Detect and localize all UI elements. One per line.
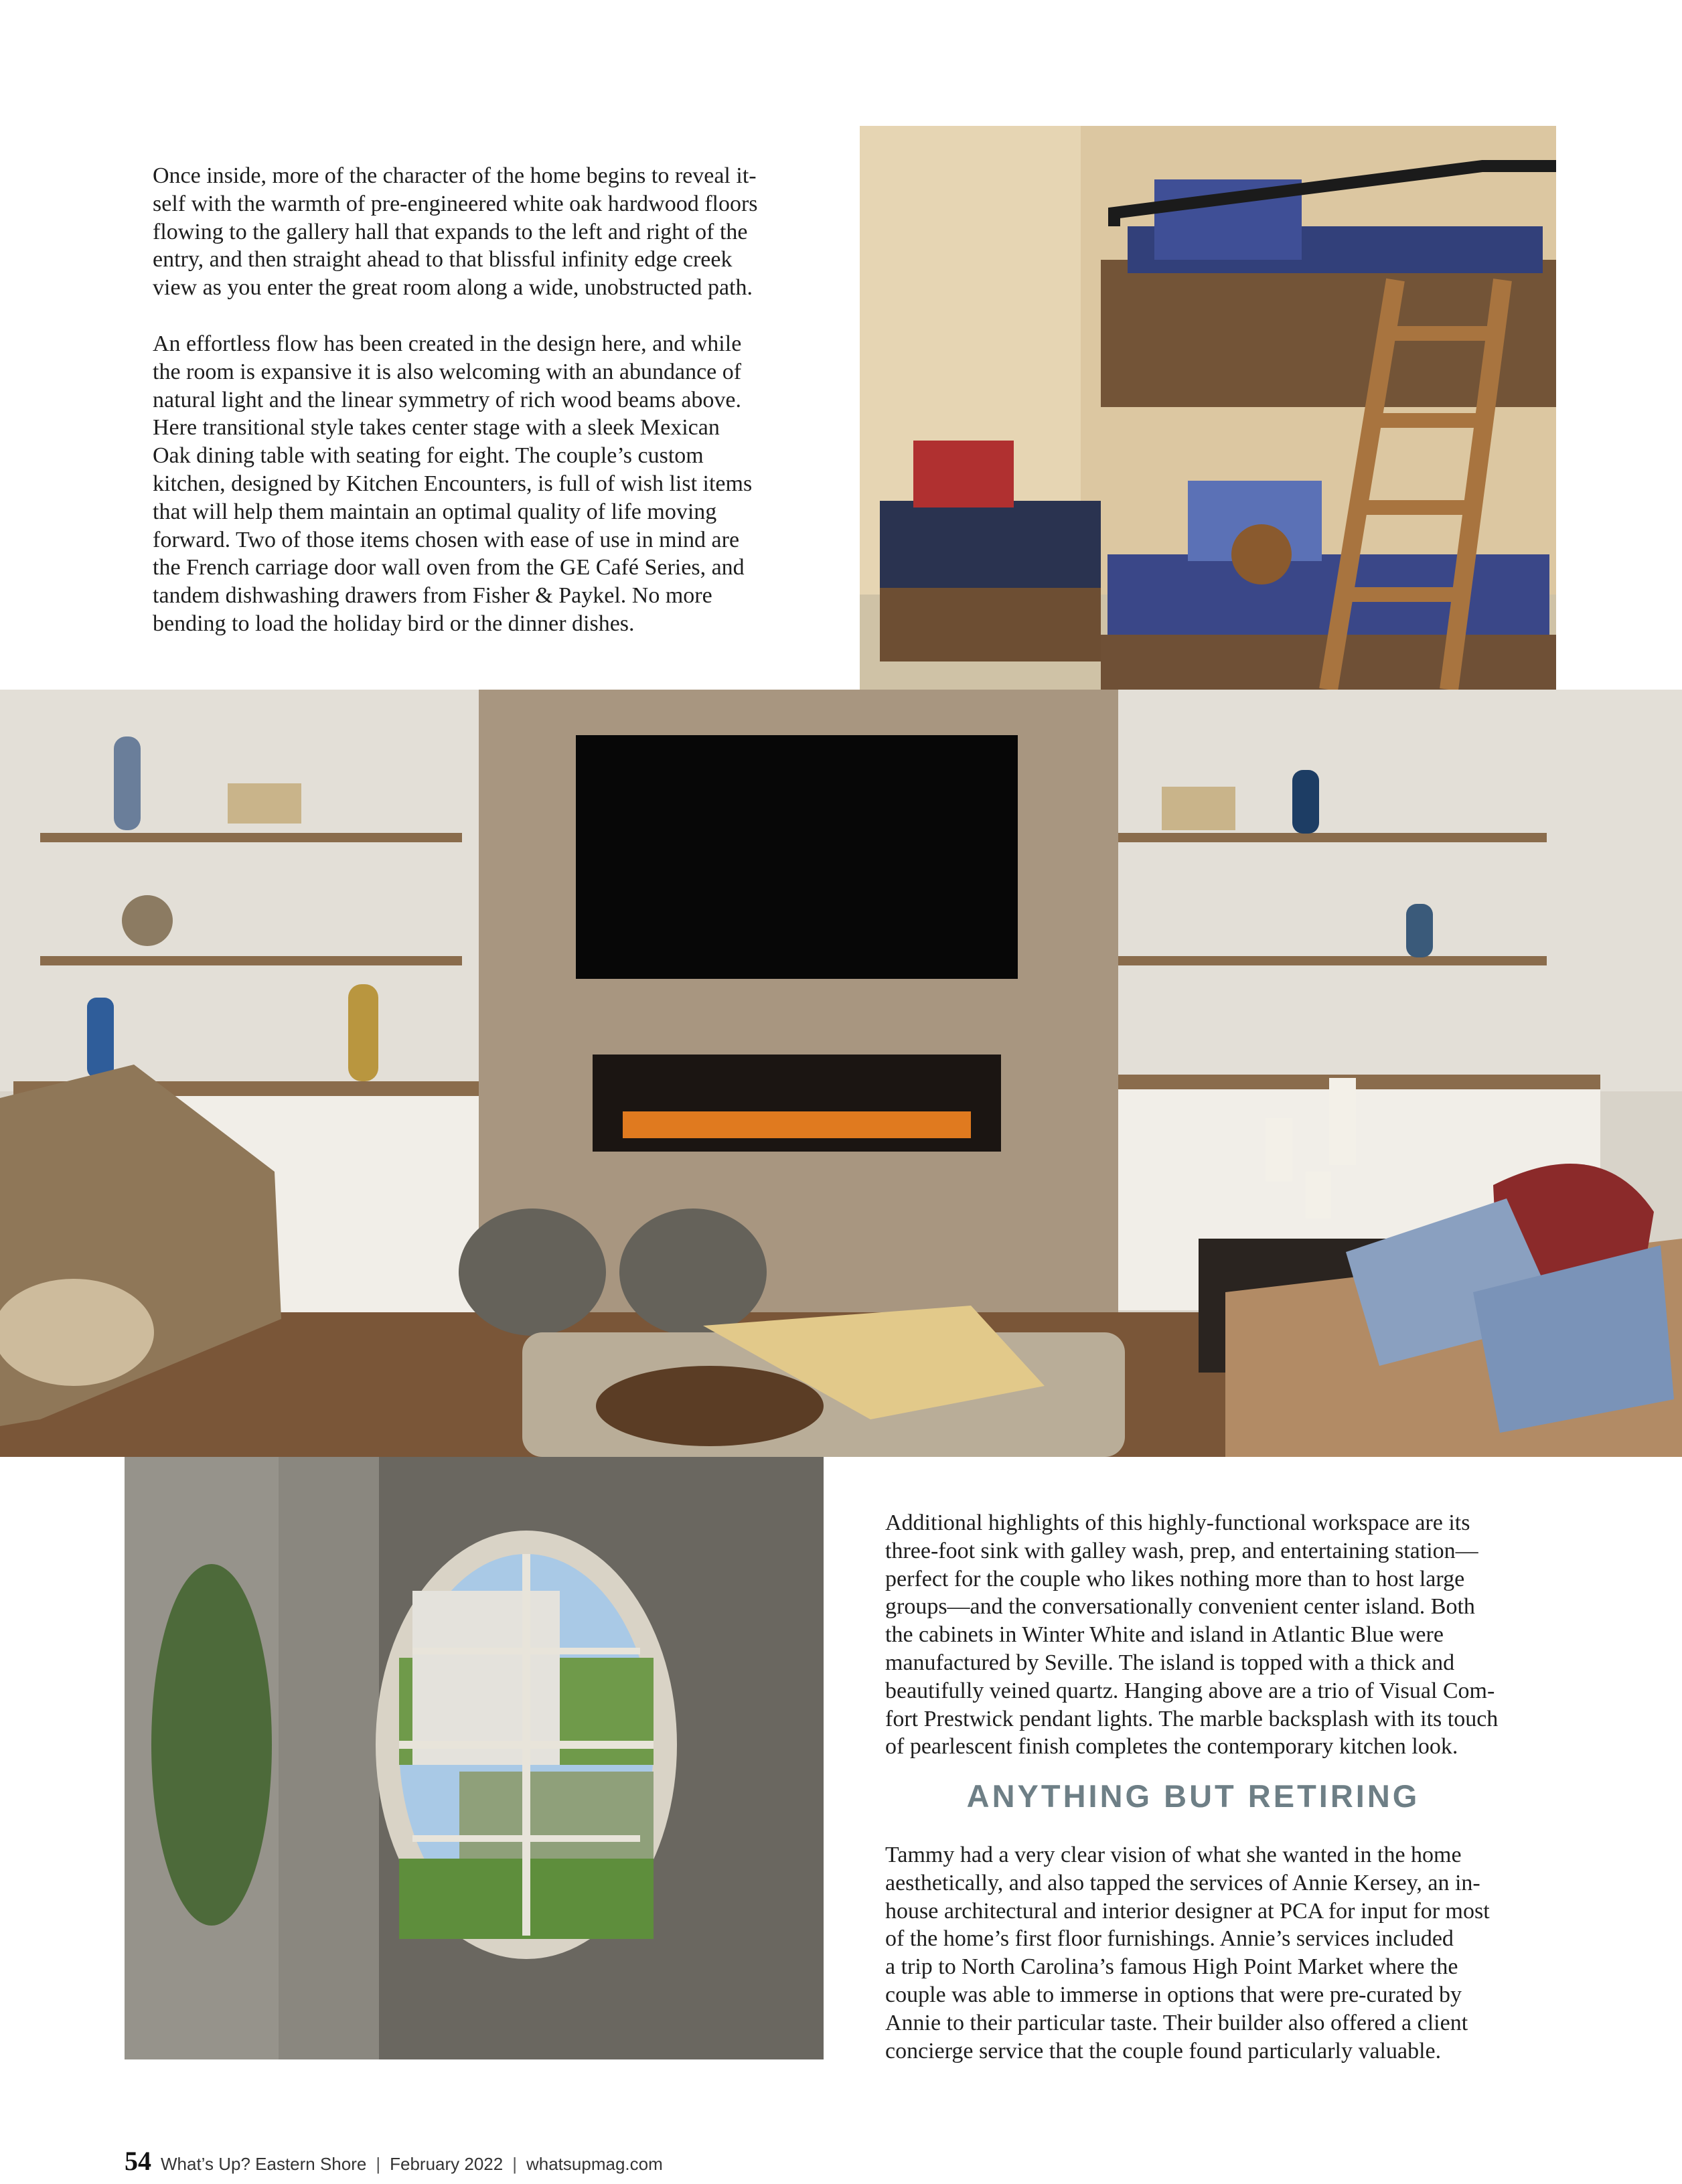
page-number: 54: [125, 2146, 151, 2176]
article-column-bottom-2: [885, 1841, 1561, 2065]
living-room-fireplace-photo: [0, 690, 1682, 1457]
section-subheading: ANYTHING BUT RETIRING: [966, 1778, 1420, 1814]
bunk-room-photo: [860, 126, 1556, 690]
article-column-top: [153, 162, 822, 638]
footer-separator-1: |: [376, 2154, 381, 2174]
paragraph-4: Tammy had a very clear vision of what she wanted in the home aesthetically, and also tapped the services of Annie Kersey, an in- house architectural and interior designer at PCA for input for most of the home’s first floor furnishings. Annie’s services included a trip to North Carolina’s famous High Point Market where the couple was able to immerse in options that were pre-curated by Annie to their particular taste. Their builder also offered a client concierge service that the couple found particularly valuable.: [885, 1843, 1490, 2063]
page-footer: [125, 2145, 663, 2177]
footer-separator-2: |: [512, 2154, 517, 2174]
article-column-bottom: [885, 1509, 1561, 1761]
paragraph-2: An effortless flow has been created in the design here, and while the room is expansive it is also welcoming with an abundance of natural light and the linear symmetry of rich wood beams above. Here transitional style takes center stage with a sleek Mexican Oak dining table with seating for eight. The couple’s custom kitchen, designed by Kitchen Encounters, is full of wish list items that will help them maintain an optimal quality of life moving forward. Two of those items chosen with ease of use in mind are the French carriage door wall oven from the GE Café Series, and tandem dishwashing drawers from Fisher & Paykel. No more bending to load the holiday bird or the dinner dishes.: [153, 331, 753, 636]
paragraph-3: Additional highlights of this highly-functional workspace are its three-foot sink with galley wash, prep, and entertaining station— perfect for the couple who likes nothing more than to host large groups—and the conversationally convenient center island. Both the cabinets in Winter White and island in Atlantic Blue were manufactured by Seville. The island is topped with a thick and beautifully veined quartz. Hanging above are a trio of Visual Com- fort Prestwick pendant lights. The marble backsplash with its touch of pearlescent finish completes the contemporary kitchen look.: [885, 1510, 1499, 1760]
website-link[interactable]: whatsupmag.com: [526, 2154, 663, 2174]
oval-window-bathroom-photo: [125, 1457, 824, 2059]
paragraph-1: Once inside, more of the character of the home begins to reveal it- self with the warmth of pre-engineered white oak hardwood floors flowing to the gallery hall that expands to the left and right of the entry, and then straight ahead to that blissful infinity edge creek view as you enter the great room along a wide, unobstructed path.: [153, 163, 758, 301]
issue-date: February 2022: [390, 2154, 504, 2174]
publication-name: What’s Up? Eastern Shore: [161, 2154, 367, 2174]
